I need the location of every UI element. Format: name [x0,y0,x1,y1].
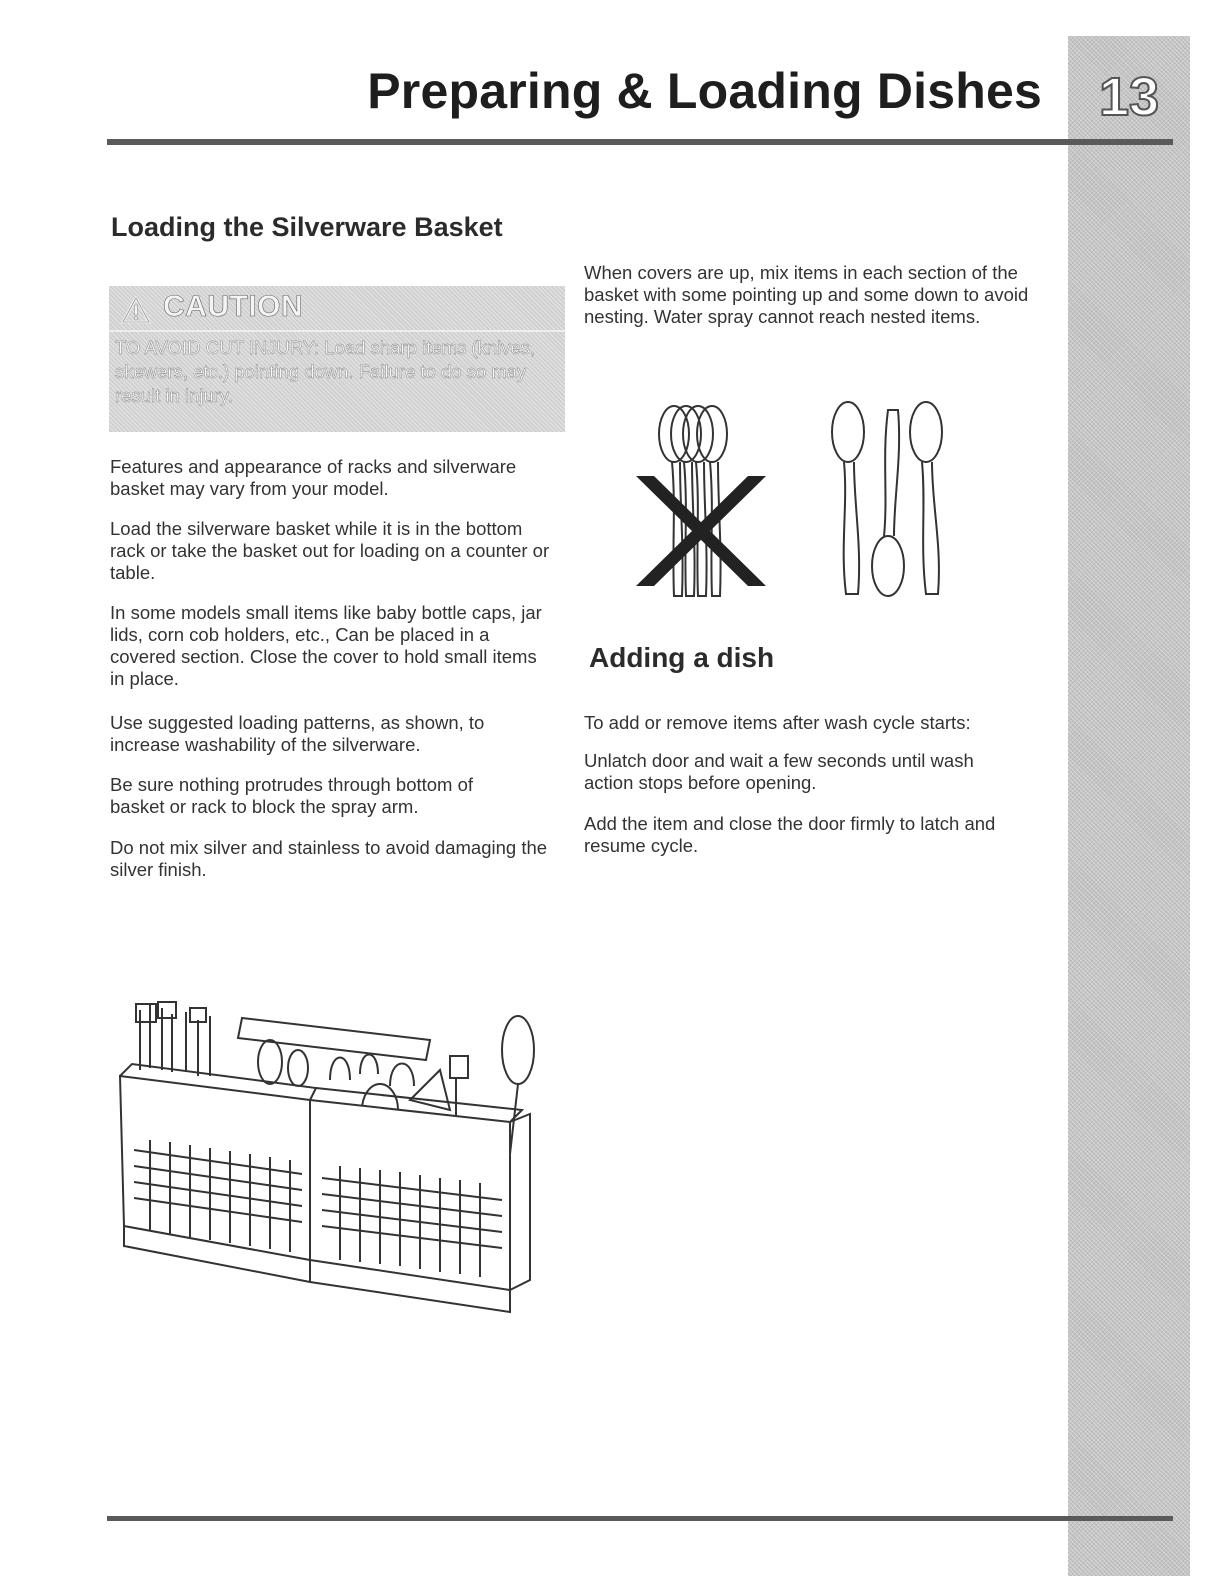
section-heading: Loading the Silverware Basket [111,212,503,242]
spoon-nesting-illustration [626,396,976,610]
left-paragraph-3: In some models small items like baby bottle caps, jar lids, corn cob holders, etc., Can be placed in a covered section. Close the cover to hold small items in place. [110,602,542,689]
silverware-basket-illustration [110,990,570,1315]
side-band [1068,36,1190,1576]
mixed-spoons [832,402,942,596]
bottom-rule [107,1516,1173,1521]
caution-divider [109,330,565,332]
top-rule [107,139,1173,145]
page-title: Preparing & Loading Dishes [367,63,1042,119]
left-paragraph-6: Do not mix silver and stainless to avoid damaging the silver finish. [110,837,548,880]
left-paragraph-2: Load the silverware basket while it is in the bottom rack or take the basket out for loading on a counter or table. [110,518,550,583]
right-paragraph-2: Unlatch door and wait a few seconds until wash action stops before opening. [584,750,974,793]
right-paragraph-1: To add or remove items after wash cycle starts: [584,712,971,733]
page-number: 13 [1098,67,1160,127]
caution-title [125,290,303,324]
caution-title-text: CAUTION [163,290,304,323]
right-intro: When covers are up, mix items in each section of the basket with some pointing up and some down to avoid nesting. Water spray cannot reach nested items. [584,262,1029,327]
x-mark-icon [636,476,766,586]
left-paragraph-1: Features and appearance of racks and silverware basket may vary from your model. [110,456,517,499]
caution-box [109,286,565,432]
left-paragraph-5: Be sure nothing protrudes through bottom of basket or rack to block the spray arm. [110,774,474,817]
adding-heading: Adding a dish [589,642,775,673]
caution-text: TO AVOID CUT INJURY: Load sharp items (knives, skewers, etc.) pointing down. Failure to do so may result in injury. [115,337,536,406]
right-paragraph-3: Add the item and close the door firmly to latch and resume cycle. [584,813,996,856]
left-paragraph-4: Use suggested loading patterns, as shown, to increase washability of the silverware. [110,712,485,755]
